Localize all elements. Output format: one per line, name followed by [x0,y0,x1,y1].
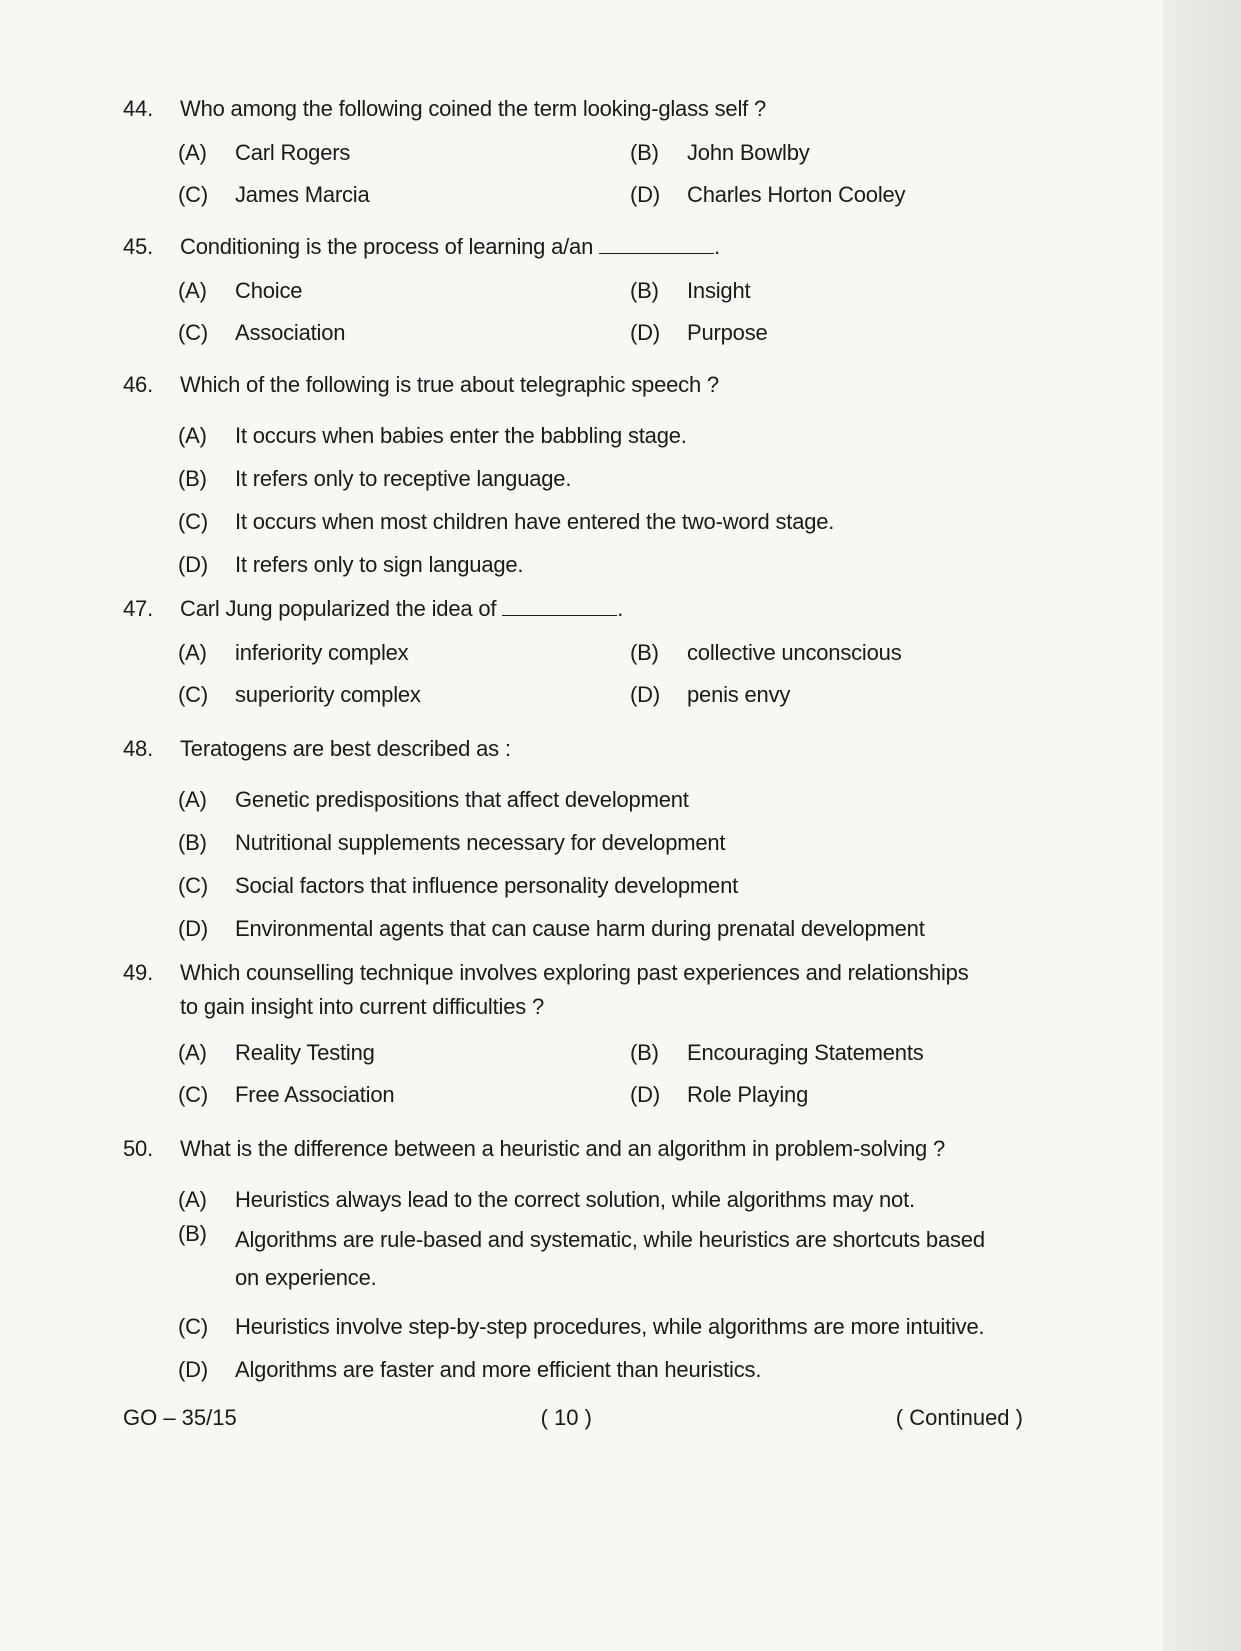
page-number: ( 10 ) [540,1405,592,1430]
option-b: (B) Encouraging Statements [630,1040,924,1065]
option-d: (D) Purpose [630,320,768,345]
question-number: 50. [123,1136,153,1161]
question-number: 45. [123,234,153,259]
option-a: (A) Heuristics always lead to the correct solution, while algorithms may not. [178,1186,915,1212]
continued-label: ( Continued ) [895,1405,1023,1430]
option-b: (B) Algorithms are rule-based and systematic, while heuristics are shortcuts based on experience. [178,1221,985,1290]
option-c: (C) Association [178,320,346,345]
question-text: Who among the following coined the term looking-glass self ? [180,96,766,121]
option-c: (C) superiority complex [178,682,421,707]
option-c: (C) It occurs when most children have entered the two-word stage. [178,508,835,534]
question-text: Conditioning is the process of learning a/an . [180,234,720,259]
question-44 [123,96,1083,210]
question-text: Carl Jung popularized the idea of . [180,596,624,621]
option-c: (C) Social factors that influence personality development [178,872,739,898]
option-b: (B) John Bowlby [630,140,810,165]
question-47 [123,596,1083,710]
question-46 [123,372,1083,586]
question-45 [123,234,1083,348]
answer-blank [502,597,617,616]
option-a: (A) Choice [178,278,303,303]
question-number: 47. [123,596,153,621]
question-49 [123,960,1083,1110]
option-a: (A) inferiority complex [178,640,409,665]
answer-blank [599,235,714,254]
option-d: (D) Algorithms are faster and more efficient than heuristics. [178,1356,762,1382]
option-a: (A) It occurs when babies enter the babbling stage. [178,422,687,448]
option-a: (A) Genetic predispositions that affect development [178,786,689,812]
question-text: Which counselling technique involves exploring past experiences and relationships [180,960,969,985]
page-footer [123,1405,1023,1431]
option-b: (B) Nutritional supplements necessary for development [178,829,726,855]
option-d: (D) Environmental agents that can cause harm during prenatal development [178,915,925,941]
question-48 [123,736,1083,950]
question-number: 44. [123,96,153,121]
option-b: (B) It refers only to receptive language. [178,465,572,491]
option-c: (C) James Marcia [178,182,370,207]
question-number: 46. [123,372,153,397]
question-number: 48. [123,736,153,761]
option-d: (D) penis envy [630,682,791,707]
option-b: (B) Insight [630,278,751,303]
question-text: What is the difference between a heuristic and an algorithm in problem-solving ? [180,1136,946,1161]
page-edge-shadow [1163,0,1241,1651]
option-d: (D) Charles Horton Cooley [630,182,906,207]
option-c: (C) Heuristics involve step-by-step procedures, while algorithms are more intuitive. [178,1313,985,1339]
question-text: Teratogens are best described as : [180,736,511,761]
question-text-continued: to gain insight into current difficulties ? [180,994,544,1019]
question-text: Which of the following is true about telegraphic speech ? [180,372,719,397]
option-c: (C) Free Association [178,1082,395,1107]
option-a: (A) Carl Rogers [178,140,351,165]
option-b: (B) collective unconscious [630,640,902,665]
question-number: 49. [123,960,153,985]
option-d: (D) It refers only to sign language. [178,551,524,577]
paper-code: GO – 35/15 [123,1405,237,1430]
question-50 [123,1136,1083,1391]
option-d: (D) Role Playing [630,1082,809,1107]
option-a: (A) Reality Testing [178,1040,375,1065]
